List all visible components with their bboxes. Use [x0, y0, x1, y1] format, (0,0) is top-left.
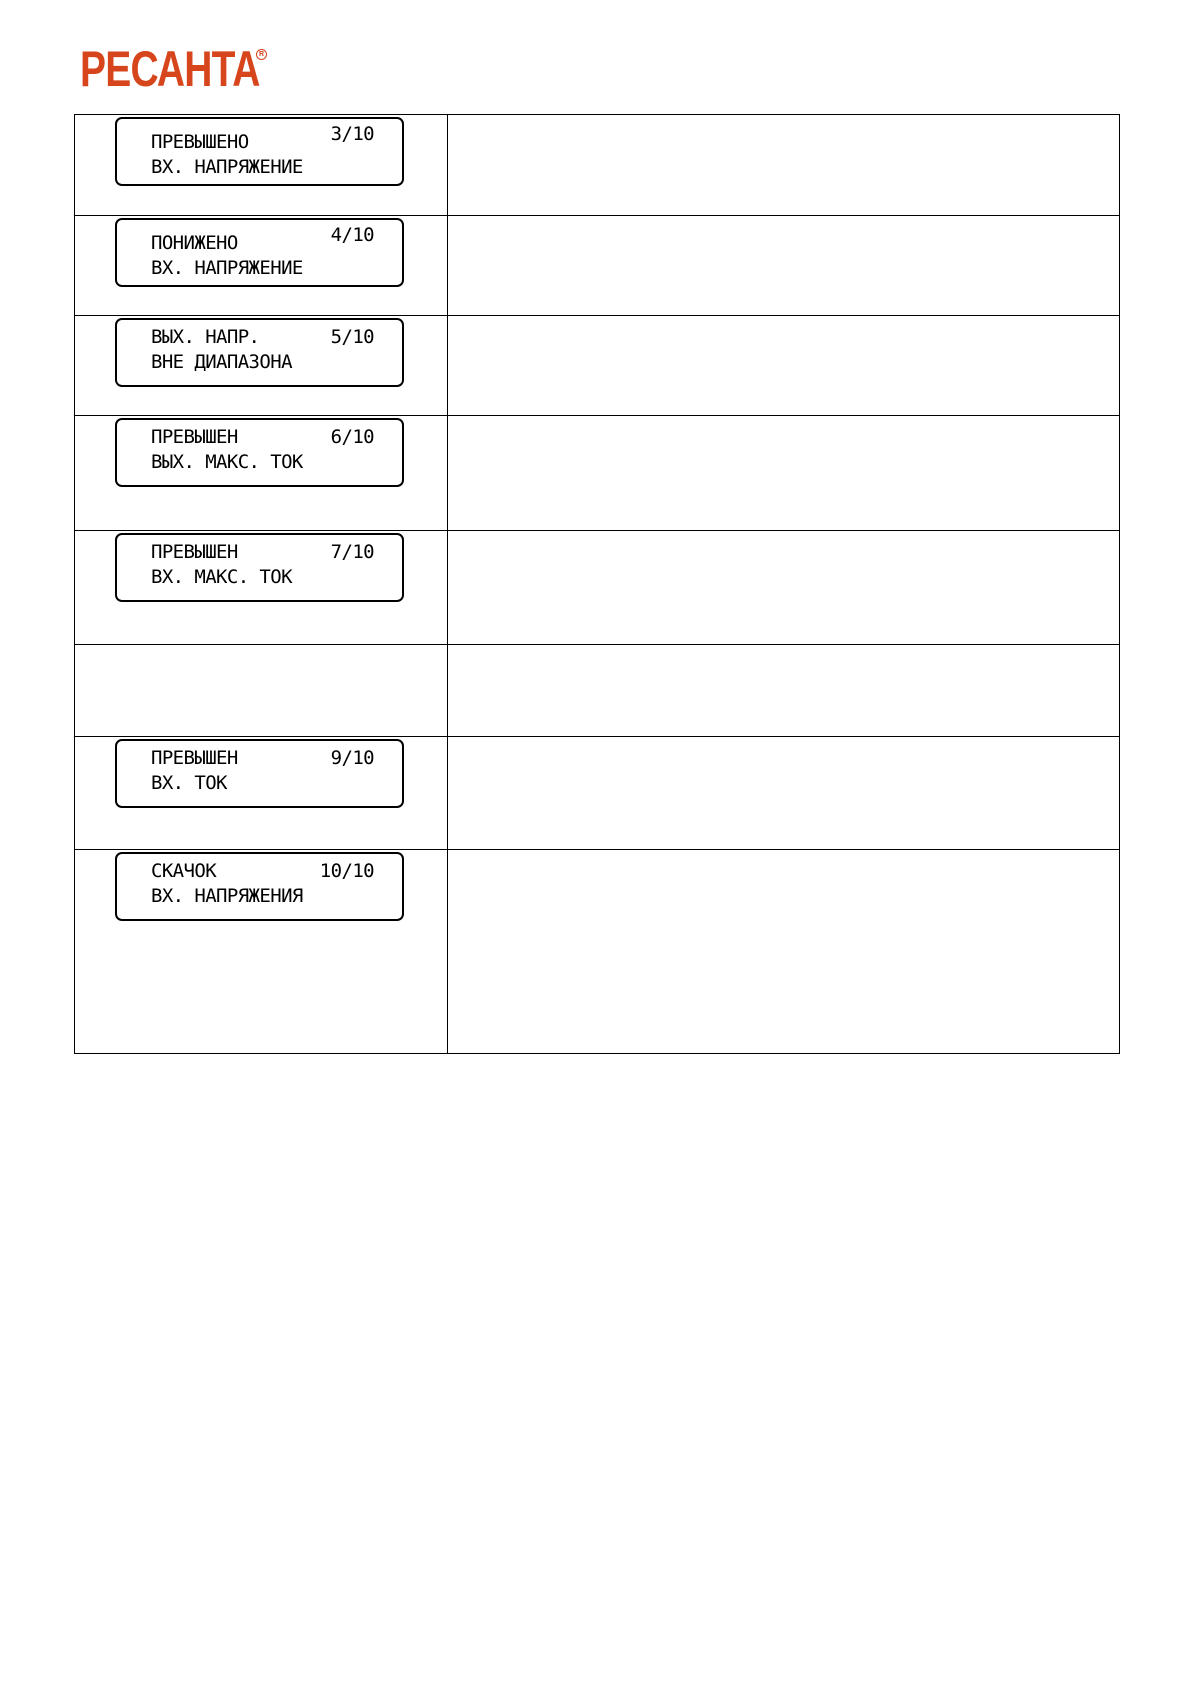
display-cell — [75, 531, 448, 645]
description-cell — [448, 416, 1120, 531]
lcd-code: 5/10 — [330, 326, 374, 348]
lcd-display — [115, 117, 404, 186]
description-cell — [448, 850, 1120, 1054]
description-cell — [448, 737, 1120, 850]
description-cell — [448, 531, 1120, 645]
lcd-display — [115, 318, 404, 387]
table-row — [75, 531, 1120, 645]
lcd-line-2: ВХ. ТОК — [151, 772, 227, 794]
lcd-display — [115, 218, 404, 287]
display-cell — [75, 416, 448, 531]
table-row — [75, 216, 1120, 316]
lcd-line-1: ПОНИЖЕНО — [151, 232, 238, 254]
lcd-display — [115, 418, 404, 487]
lcd-line-2: ВХ. МАКС. ТОК — [151, 566, 292, 588]
lcd-line-2: ВНЕ ДИАПАЗОНА — [151, 351, 292, 373]
description-cell — [448, 115, 1120, 216]
lcd-code: 4/10 — [330, 224, 374, 246]
lcd-code: 3/10 — [330, 123, 374, 145]
lcd-display — [115, 533, 404, 602]
lcd-line-2: ВХ. НАПРЯЖЕНИЕ — [151, 156, 303, 178]
table-row — [75, 850, 1120, 1054]
display-cell — [75, 216, 448, 316]
lcd-line-1: СКАЧОК — [151, 860, 217, 882]
lcd-code: 7/10 — [330, 541, 374, 563]
table-row — [75, 416, 1120, 531]
lcd-code: 10/10 — [319, 860, 374, 882]
table-row — [75, 737, 1120, 850]
table-row — [75, 115, 1120, 216]
registered-mark-icon: R — [256, 49, 267, 60]
lcd-line-2: ВХ. НАПРЯЖЕНИЯ — [151, 885, 303, 907]
lcd-line-1: ПРЕВЫШЕН — [151, 541, 238, 563]
lcd-line-2: ВЫХ. МАКС. ТОК — [151, 451, 303, 473]
display-cell — [75, 850, 448, 1054]
lcd-line-2: ВХ. НАПРЯЖЕНИЕ — [151, 257, 303, 279]
display-cell — [75, 645, 448, 737]
lcd-line-1: ПРЕВЫШЕНО — [151, 131, 249, 153]
description-cell — [448, 216, 1120, 316]
lcd-display — [115, 739, 404, 808]
lcd-code: 9/10 — [330, 747, 374, 769]
resanta-logo: РЕСАНТА — [80, 41, 260, 97]
table-row — [75, 645, 1120, 737]
description-cell — [448, 316, 1120, 416]
display-cell — [75, 737, 448, 850]
lcd-line-1: ВЫХ. НАПР. — [151, 326, 260, 348]
display-cell — [75, 115, 448, 216]
lcd-code: 6/10 — [330, 426, 374, 448]
display-cell — [75, 316, 448, 416]
table-row — [75, 316, 1120, 416]
error-codes-table — [74, 114, 1120, 1054]
description-cell — [448, 645, 1120, 737]
lcd-display — [115, 852, 404, 921]
lcd-line-1: ПРЕВЫШЕН — [151, 747, 238, 769]
lcd-line-1: ПРЕВЫШЕН — [151, 426, 238, 448]
